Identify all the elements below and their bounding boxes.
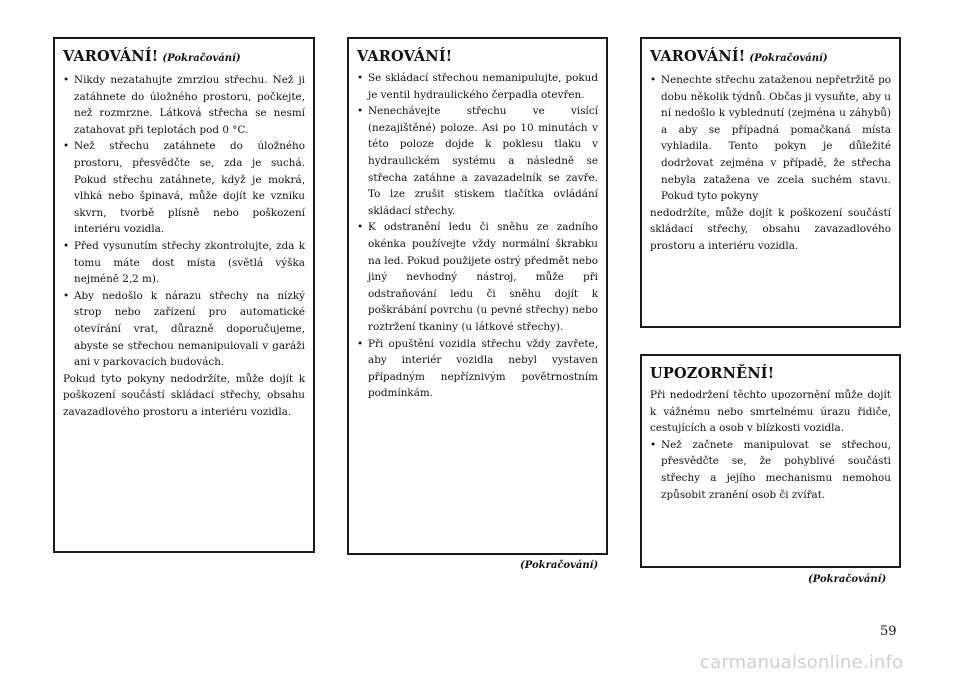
caution-title: UPOZORNĚNÍ! — [650, 365, 775, 382]
list-item — [650, 437, 891, 503]
continued-label: (Pokračování) — [520, 560, 599, 571]
list-item-text: Při opuštění vozidla střechu vždy zavřete, aby interiér vozidla nebyl vystaven případným nepříznivým povětrnostním podmínkám. — [368, 337, 598, 400]
page-number: 59 — [880, 624, 897, 639]
list-item — [357, 70, 598, 103]
list-item-text: Nenechávejte střechu ve visící (nezajištěné) poloze. Asi po 10 minutách v této poloze dojde k poklesu tlaku v hydraulickém systému a následně se střecha zatáhne a zavazadelník se zavře. To lze zrušit stiskem tlačítka ovládání skládací střechy. — [368, 105, 598, 217]
list-item-text: Nikdy nezatahujte zmrzlou střechu. Než ji zatáhnete do úložného prostoru, počkejte, než rozmrzne. Látková střecha se nesmí zatahovat při teplotách pod 0 °C. — [74, 74, 305, 136]
list-item-text: Nenechte střechu zataženou nepřetržitě po dobu několik týdnů. Občas ji vysuňte, aby u ní nedošlo k vyblednutí (zejména u záhybů) a aby se případná pomačkaná místa vyhladila. Tento pokyn je důležité dodržovat zejména v případě, že střecha nebyla zatažena ve zcela suchém stavu. Pokud tyto pokyny — [661, 74, 891, 203]
bullet: • — [357, 105, 364, 118]
bullet: • — [63, 239, 70, 252]
list-item — [63, 238, 305, 288]
warning-paragraph: Pokud tyto pokyny nedodržíte, může dojít k poškození součástí skládací střechy, obsahu zavazadlového prostoru a interiéru vozidla. — [63, 372, 305, 418]
bullet: • — [357, 337, 364, 350]
warning-paragraph: nedodržíte, může dojít k poškození součástí skládací střechy, obsahu zavazadlového prostoru a interiéru vozidla. — [650, 206, 891, 252]
warning-box-continued-left — [53, 37, 315, 553]
caution-list — [650, 437, 891, 503]
watermark: carmanualsonline.info — [700, 652, 904, 673]
warning-heading — [357, 47, 598, 67]
bullet: • — [63, 140, 70, 153]
list-item — [357, 336, 598, 402]
warning-title: VAROVÁNÍ! — [650, 48, 746, 65]
list-item — [357, 219, 598, 335]
list-item — [63, 288, 305, 371]
list-item — [357, 103, 598, 219]
bullet: • — [357, 72, 364, 84]
warning-title: VAROVÁNÍ! — [357, 48, 453, 65]
list-item-text: Se skládací střechou nemanipulujte, pokud je ventil hydraulického čerpadla otevřen. — [368, 72, 598, 101]
warning-list — [650, 72, 891, 205]
list-item-text: Před vysunutím střechy zkontrolujte, zda k tomu máte dost místa (světlá výška nejméně 2,2 m). — [74, 239, 305, 286]
bullet: • — [357, 221, 364, 234]
bullet: • — [63, 74, 70, 86]
warning-list — [357, 70, 598, 402]
warning-box-middle — [347, 37, 608, 555]
bullet: • — [650, 438, 657, 451]
caution-paragraph: Při nedodržení těchto upozornění může dojít k vážnému nebo smrtelnému úrazu řidiče, cestujících a osob v blízkosti vozidla. — [650, 389, 891, 435]
list-item-text: Než začnete manipulovat se střechou, přesvědčte se, že pohyblivé součásti střechy a jejího mechanismu nemohou způsobit zranění osob či zvířat. — [661, 438, 891, 501]
caution-heading — [650, 364, 891, 384]
warning-title: VAROVÁNÍ! — [63, 48, 159, 65]
continued-suffix: (Pokračování) — [162, 53, 241, 64]
bullet: • — [650, 74, 657, 86]
list-item-text: K odstranění ledu či sněhu ze zadního okénka používejte vždy normální škrabku na led. Pokud použijete ostrý předmět nebo jiný nevhodný nástroj, může při odstraňování ledu či sněhu dojít k poškrábání povrchu (u pevné střechy) nebo roztržení tkaniny (u látkové střechy). — [368, 221, 598, 333]
list-item-text: Než střechu zatáhnete do úložného prostoru, přesvědčte se, zda je suchá. Pokud střechu zatáhnete, když je mokrá, vlhká nebo špinavá, může dojít ke vzniku skvrn, tvorbě plísně nebo poškození interiéru vozidla. — [74, 140, 305, 236]
continued-label: (Pokračování) — [808, 574, 887, 585]
warning-heading — [63, 47, 305, 69]
list-item — [63, 138, 305, 238]
warning-box-continued-right — [640, 37, 901, 328]
bullet: • — [63, 289, 70, 302]
continued-suffix: (Pokračování) — [749, 53, 828, 64]
list-item — [63, 72, 305, 138]
warning-heading — [650, 47, 891, 69]
caution-box — [640, 354, 901, 568]
list-item-text: Aby nedošlo k nárazu střechy na nízký strop nebo zařízení pro automatické otevírání vrat, důrazně doporučujeme, abyste se střechou nemanipulovali v garáži ani v parkovacích budovách. — [74, 289, 305, 369]
warning-list — [63, 72, 305, 371]
list-item — [650, 72, 891, 205]
